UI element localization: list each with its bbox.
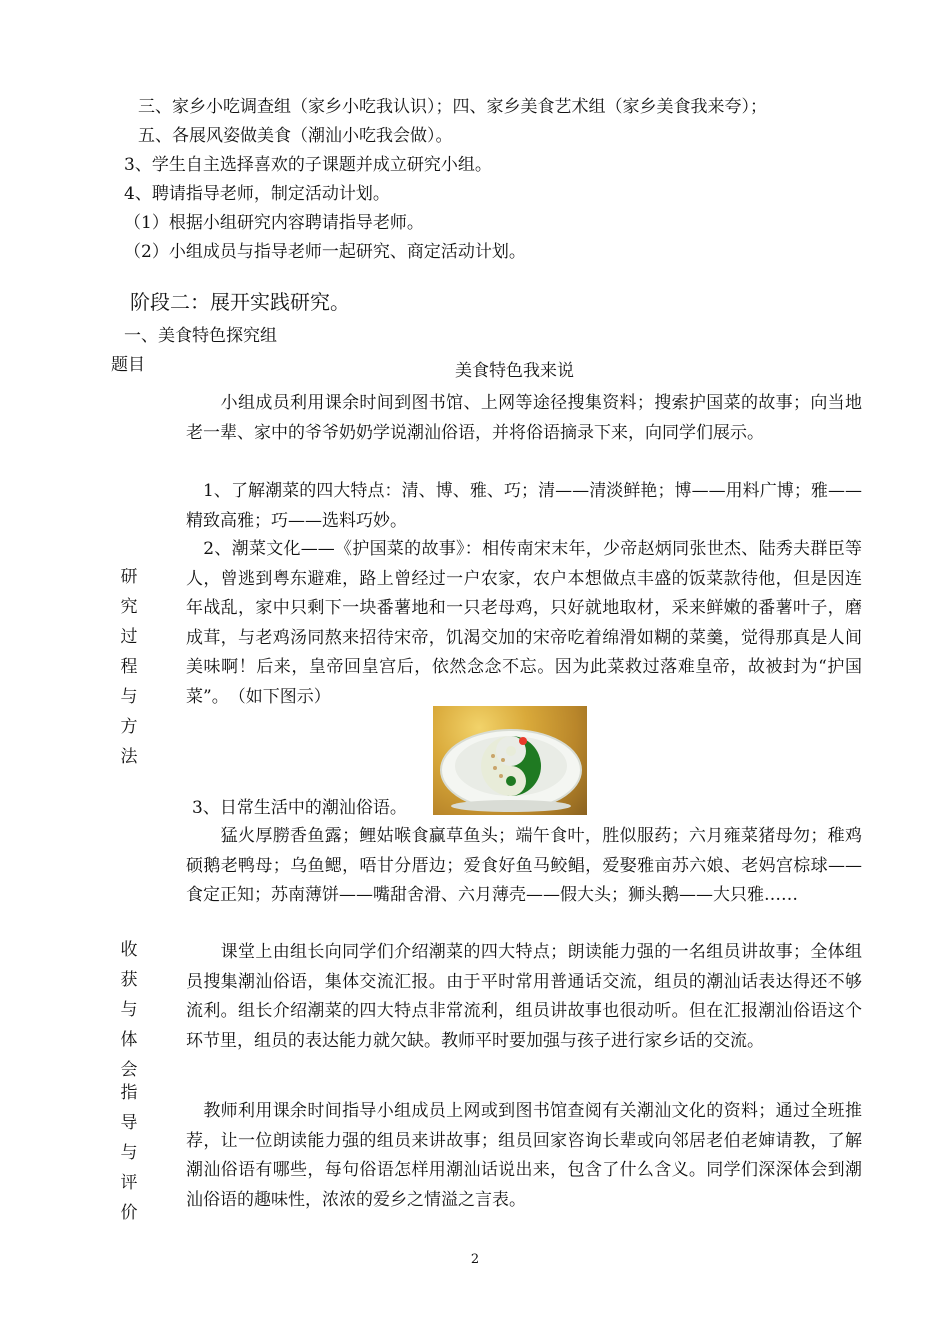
gains-label-char: 收 — [120, 940, 138, 960]
guide-label-char: 导 — [120, 1113, 138, 1133]
process-paragraph-2: 1、了解潮菜的四大特点：清、博、雅、巧；清——清淡鲜艳；博——用料广博；雅——精致高雅；巧——选料巧妙。 — [186, 481, 862, 531]
proverb-paragraph: 猛火厚朥香鱼露；鲤姑喉食赢草鱼头；端午食叶，胜似服药；六月雍菜猪母勿；稚鸡硕鹅老鸭母；乌鱼鳃，唔甘分厝边；爱食好鱼马鲛鲳，爱娶雅亩苏六娘、老妈宫棕球——食定正知；苏南薄饼——嘴甜舍滑、六月薄壳——假大头；狮头鹅——大只雅…… — [186, 826, 862, 905]
page-number: 2 — [470, 1252, 480, 1267]
gains-label-char: 会 — [120, 1060, 138, 1080]
intro-line-3: 3、学生自主选择喜欢的子课题并成立研究小组。 — [124, 155, 492, 175]
gains-label-char: 与 — [120, 1000, 138, 1020]
stage-heading: 阶段二：展开实践研究。 — [130, 290, 350, 314]
topic-label: 题目 — [111, 355, 145, 375]
process-label — [118, 562, 140, 772]
intro-line-2: 五、各展风姿做美食（潮汕小吃我会做）。 — [138, 126, 453, 146]
process-label-char: 究 — [120, 597, 138, 617]
group-heading: 一、美食特色探究组 — [124, 326, 277, 346]
huguo-dish-icon — [433, 706, 587, 815]
guide-label-char: 指 — [120, 1083, 138, 1103]
intro-line-5: （1）根据小组研究内容聘请指导老师。 — [124, 213, 424, 233]
guide-label-char: 价 — [120, 1203, 138, 1223]
guide-label-char: 与 — [120, 1143, 138, 1163]
topic-title: 美食特色我来说 — [455, 361, 574, 381]
huguo-dish-image — [433, 706, 587, 815]
proverb-heading: 3、日常生活中的潮汕俗语。 — [192, 798, 407, 818]
guide-label-char: 评 — [120, 1173, 138, 1193]
gains-label — [118, 935, 140, 1085]
process-label-char: 过 — [120, 627, 138, 647]
guide-paragraph: 教师利用课余时间指导小组成员上网或到图书馆查阅有关潮汕文化的资料；通过全班推荐，让一位朗读能力强的组员来讲故事；组员回家咨询长辈或向邻居老伯老婶请教，了解潮汕俗语有哪些，每句俗语怎样用潮汕话说出来，包含了什么含义。同学们深深体会到潮汕俗语的趣味性，浓浓的爱乡之情溢之言表。 — [186, 1101, 862, 1210]
gains-label-char: 获 — [120, 970, 138, 990]
process-label-char: 与 — [120, 687, 138, 707]
intro-line-6: （2）小组成员与指导老师一起研究、商定活动计划。 — [124, 242, 526, 262]
process-label-char: 法 — [120, 747, 138, 767]
process-paragraph-1: 小组成员利用课余时间到图书馆、上网等途径搜集资料；搜索护国菜的故事；向当地老一辈、家中的爷爷奶奶学说潮汕俗语，并将俗语摘录下来，向同学们展示。 — [186, 393, 862, 443]
guide-label — [118, 1078, 140, 1228]
process-label-char: 方 — [120, 717, 138, 737]
process-paragraph-3: 2、潮菜文化——《护国菜的故事》：相传南宋末年，少帝赵炳同张世杰、陆秀夫群臣等人，曾逃到粤东避难，路上曾经过一户农家，农户本想做点丰盛的饭菜款待他，但是因连年战乱，家中只剩下一块番薯地和一只老母鸡，只好就地取材，采来鲜嫩的番薯叶子，磨成茸，与老鸡汤同熬来招待宋帝，饥渴交加的宋帝吃着绵滑如糊的菜羹，觉得那真是人间美味啊！后来，皇帝回皇宫后，依然念念不忘。因为此菜救过落难皇帝，故被封为“护国菜”。 （如下图示） — [186, 539, 862, 707]
gains-label-char: 体 — [120, 1030, 138, 1050]
process-label-char: 研 — [120, 567, 138, 587]
intro-line-1: 三、家乡小吃调查组（家乡小吃我认识）；四、家乡美食艺术组（家乡美食我来夸）； — [138, 97, 767, 117]
process-label-char: 程 — [120, 657, 138, 677]
intro-line-4: 4、聘请指导老师，制定活动计划。 — [124, 184, 390, 204]
gains-paragraph: 课堂上由组长向同学们介绍潮菜的四大特点；朗读能力强的一名组员讲故事；全体组员搜集潮汕俗语，集体交流汇报。由于平时常用普通话交流，组员的潮汕话表达得还不够流利。组长介绍潮菜的四大特点非常流利，组员讲故事也很动听。但在汇报潮汕俗语这个环节里，组员的表达能力就欠缺。教师平时要加强与孩子进行家乡话的交流。 — [186, 942, 862, 1051]
